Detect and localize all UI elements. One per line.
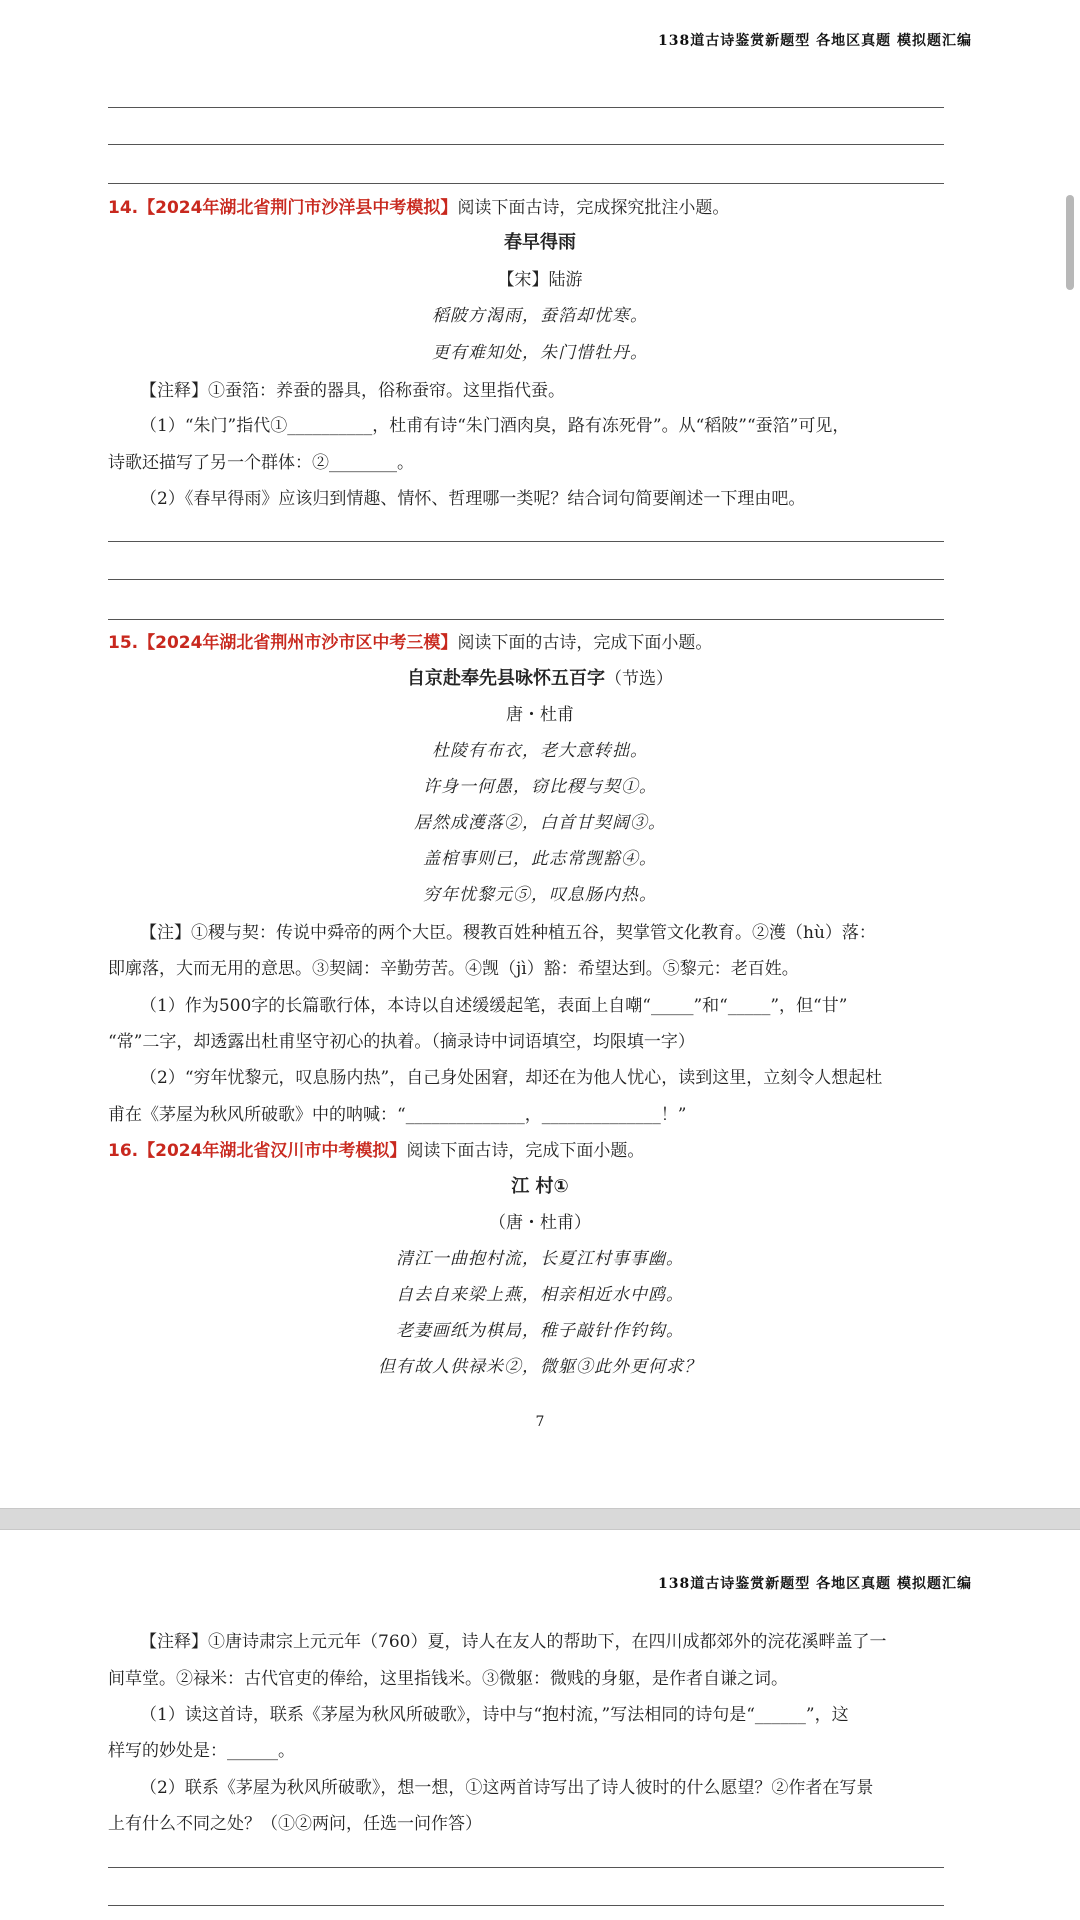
vertical-scrollbar[interactable] bbox=[1066, 195, 1074, 290]
question-16-2-cont: 上有什么不同之处？（①②两问，任选一问作答） bbox=[108, 1814, 482, 1834]
question-15-1-cont: “常”二字，却透露出杜甫坚守初心的执着。（摘录诗中词语填空，均限填一字） bbox=[108, 1032, 695, 1052]
question-14-1-cont: 诗歌还描写了另一个群体：②________。 bbox=[108, 453, 414, 473]
poem-line: 杜陵有布衣，老大意转拙。 bbox=[432, 741, 648, 761]
question-14-intro: 阅读下面古诗，完成探究批注小题。 bbox=[457, 198, 730, 218]
document-page-8 bbox=[0, 1530, 1080, 1920]
question-16-source: 16.【2024年湖北省汉川市中考模拟】 bbox=[108, 1141, 407, 1161]
poem-line: 但有故人供禄米②，微躯③此外更何求？ bbox=[378, 1357, 702, 1377]
question-16-heading bbox=[108, 1140, 978, 1162]
question-15-intro: 阅读下面的古诗，完成下面小题。 bbox=[457, 633, 713, 653]
annotation-note: 【注释】①蚕箔：养蚕的器具，俗称蚕帘。这里指代蚕。 bbox=[140, 381, 565, 401]
poem-line: 清江一曲抱村流，长夏江村事事幽。 bbox=[396, 1249, 684, 1269]
answer-line bbox=[108, 183, 944, 184]
poem-author: 唐・杜甫 bbox=[506, 705, 574, 725]
question-15-1: （1）作为500字的长篇歌行体，本诗以自述缓缓起笔，表面上自嘲“_____”和“_____”，但“甘” bbox=[140, 996, 848, 1016]
question-16-2: （2）联系《茅屋为秋风所破歌》，想一想，①这两首诗写出了诗人彼时的什么愿望？②作者在写景 bbox=[140, 1778, 874, 1798]
poem-line: 许身一何愚，窃比稷与契①。 bbox=[423, 777, 657, 797]
question-16-1: （1）读这首诗，联系《茅屋为秋风所破歌》，诗中与“抱村流，”写法相同的诗句是“______”，这 bbox=[140, 1705, 849, 1725]
page-header: 138道古诗鉴赏新题型 各地区真题 模拟题汇编 bbox=[658, 1576, 972, 1592]
question-14-source: 14.【2024年湖北省荆门市沙洋县中考模拟】 bbox=[108, 198, 458, 218]
poem-author: （唐・杜甫） bbox=[489, 1213, 591, 1233]
poem-line: 自去自来梁上燕，相亲相近水中鸥。 bbox=[396, 1285, 684, 1305]
page-separator bbox=[0, 1508, 1080, 1530]
poem-line: 盖棺事则已，此志常觊豁④。 bbox=[423, 849, 657, 869]
poem-title: 自京赴奉先县咏怀五百字 bbox=[407, 668, 605, 689]
poem-title-row bbox=[0, 668, 1080, 690]
annotation-note-cont: 间草堂。②禄米：古代官吏的俸给，这里指钱米。③微躯：微贱的身躯，是作者自谦之词。 bbox=[108, 1669, 788, 1689]
question-14-heading bbox=[108, 197, 978, 219]
question-14-1: （1）“朱门”指代①__________，杜甫有诗“朱门酒肉臭，路有冻死骨”。从“稻陂”“蚕箔”可见， bbox=[140, 416, 850, 436]
answer-line bbox=[108, 1905, 944, 1906]
poem-line: 居然成濩落②，白首甘契阔③。 bbox=[414, 813, 666, 833]
question-16-1-cont: 样写的妙处是：______。 bbox=[108, 1741, 295, 1761]
poem-author: 【宋】陆游 bbox=[497, 270, 583, 290]
answer-line bbox=[108, 1867, 944, 1868]
poem-line: 老妻画纸为棋局，稚子敲针作钓钩。 bbox=[396, 1321, 684, 1341]
question-15-source: 15.【2024年湖北省荆州市沙市区中考三模】 bbox=[108, 633, 458, 653]
poem-line: 稻陂方渴雨，蚕箔却忧寒。 bbox=[432, 306, 648, 326]
annotation-note: 【注】①稷与契：传说中舜帝的两个大臣。稷教百姓种植五谷，契掌管文化教育。②濩（hù）落： bbox=[140, 923, 876, 943]
question-16-intro: 阅读下面古诗，完成下面小题。 bbox=[406, 1141, 645, 1161]
question-15-heading bbox=[108, 632, 978, 654]
poem-line: 更有难知处，朱门惜牡丹。 bbox=[432, 343, 648, 363]
answer-line bbox=[108, 107, 944, 108]
question-15-2: （2）“穷年忧黎元，叹息肠内热”，自己身处困窘，却还在为他人忧心，读到这里，立刻令人想起杜 bbox=[140, 1068, 883, 1088]
poem-title: 春早得雨 bbox=[504, 232, 576, 253]
annotation-note: 【注释】①唐诗肃宗上元元年（760）夏，诗人在友人的帮助下，在四川成都郊外的浣花溪畔盖了一 bbox=[140, 1632, 887, 1652]
question-14-2: （2）《春早得雨》应该归到情趣、情怀、哲理哪一类呢？结合词句简要阐述一下理由吧。 bbox=[140, 489, 806, 509]
poem-title: 江 村① bbox=[511, 1176, 569, 1197]
page-header: 138道古诗鉴赏新题型 各地区真题 模拟题汇编 bbox=[658, 33, 972, 49]
poem-title-note: （节选） bbox=[605, 669, 673, 689]
annotation-note-cont: 即廓落，大而无用的意思。③契阔：辛勤劳苦。④觊（jì）豁：希望达到。⑤黎元：老百姓。 bbox=[108, 959, 799, 979]
question-15-2-cont: 甫在《茅屋为秋风所破歌》中的呐喊：“______________，______________！” bbox=[108, 1105, 687, 1125]
answer-line bbox=[108, 579, 944, 580]
answer-line bbox=[108, 619, 944, 620]
poem-line: 穷年忧黎元⑤，叹息肠内热。 bbox=[423, 885, 657, 905]
answer-line bbox=[108, 144, 944, 145]
answer-line bbox=[108, 541, 944, 542]
page-number: 7 bbox=[535, 1414, 545, 1430]
